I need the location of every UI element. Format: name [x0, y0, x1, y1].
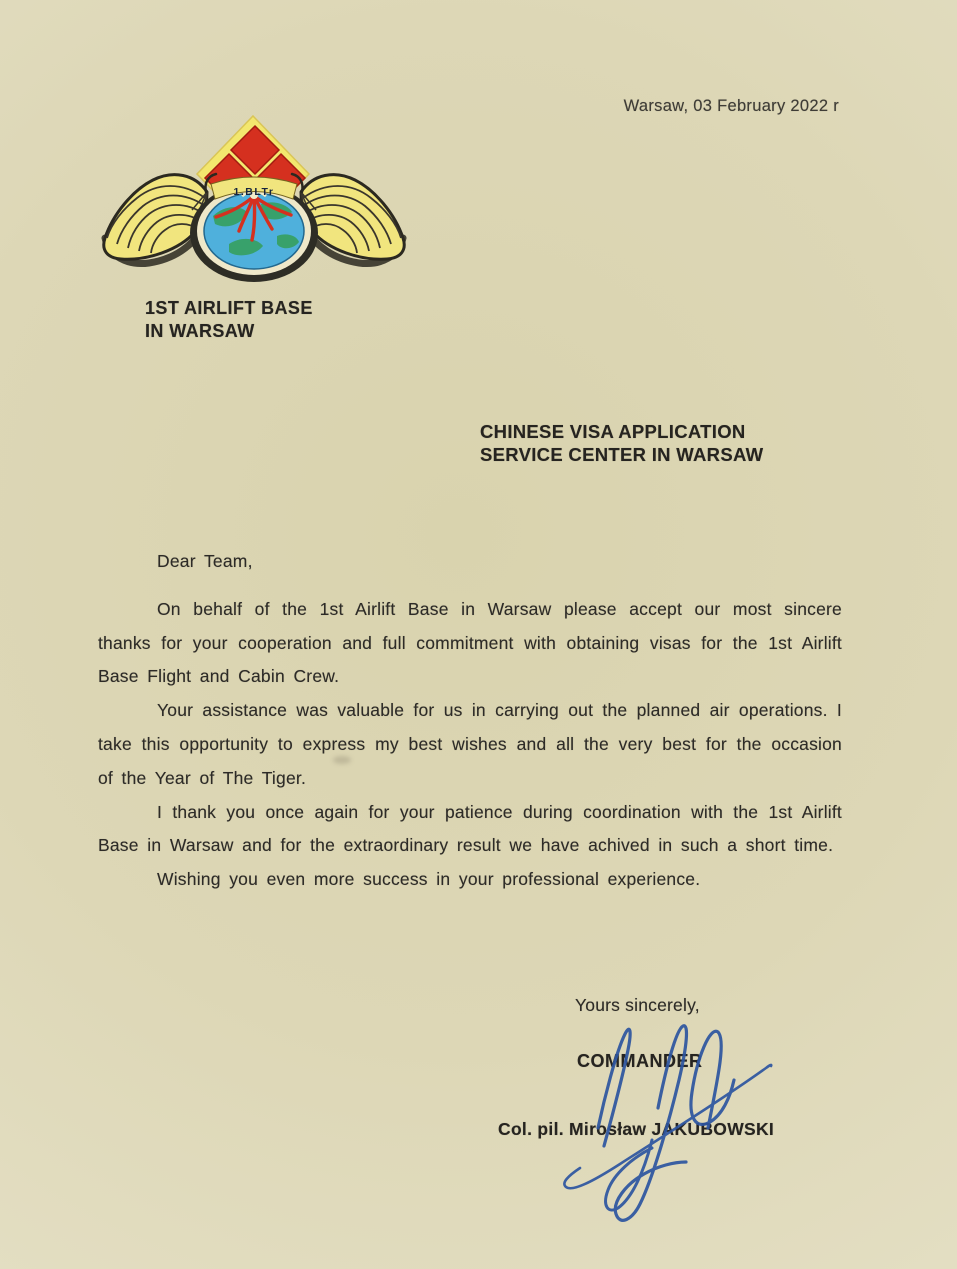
letterhead — [145, 297, 313, 342]
globe-icon — [190, 184, 318, 282]
emblem-banner — [211, 177, 297, 199]
paragraph-4: Wishing you even more success in your professional experience. — [157, 869, 701, 890]
signer-title: COMMANDER — [577, 1051, 703, 1071]
paragraph-3: I thank you once again for your patience during coordination with the 1st Airlift Base in Warsaw and for the extraordinary result we have achived in such a short time. — [98, 801, 842, 856]
date-line: Warsaw, 03 February 2022 r — [623, 97, 839, 115]
recipient-block — [480, 420, 763, 466]
letterhead-line1: 1ST AIRLIFT BASE — [145, 298, 313, 318]
emblem-banner-label: 1.BLTr — [233, 186, 275, 198]
recipient-line2: SERVICE CENTER IN WARSAW — [480, 444, 764, 465]
paragraph-2: Your assistance was valuable for us in carrying out the planned air operations. I take this opportunity to express my best wishes and all the very best for the occasion of the Year of The Tiger. — [98, 700, 842, 788]
signer-name: Col. pil. Mirosław JAKUBOWSKI — [498, 1119, 775, 1139]
handwritten-signature — [540, 1012, 820, 1247]
valediction: Yours sincerely, — [575, 995, 700, 1015]
paragraph-1: On behalf of the 1st Airlift Base in Warsaw please accept our most sincere thanks for your cooperation and full commitment with obtaining visas for the 1st Airlift Base Flight and Cabin Crew. — [98, 598, 842, 687]
salutation: Dear Team, — [157, 551, 253, 571]
recipient-line1: CHINESE VISA APPLICATION — [480, 421, 746, 442]
unit-emblem — [95, 112, 415, 287]
scan-smudge — [333, 756, 351, 764]
letterhead-line2: IN WARSAW — [145, 320, 255, 341]
letter-body — [98, 545, 842, 897]
